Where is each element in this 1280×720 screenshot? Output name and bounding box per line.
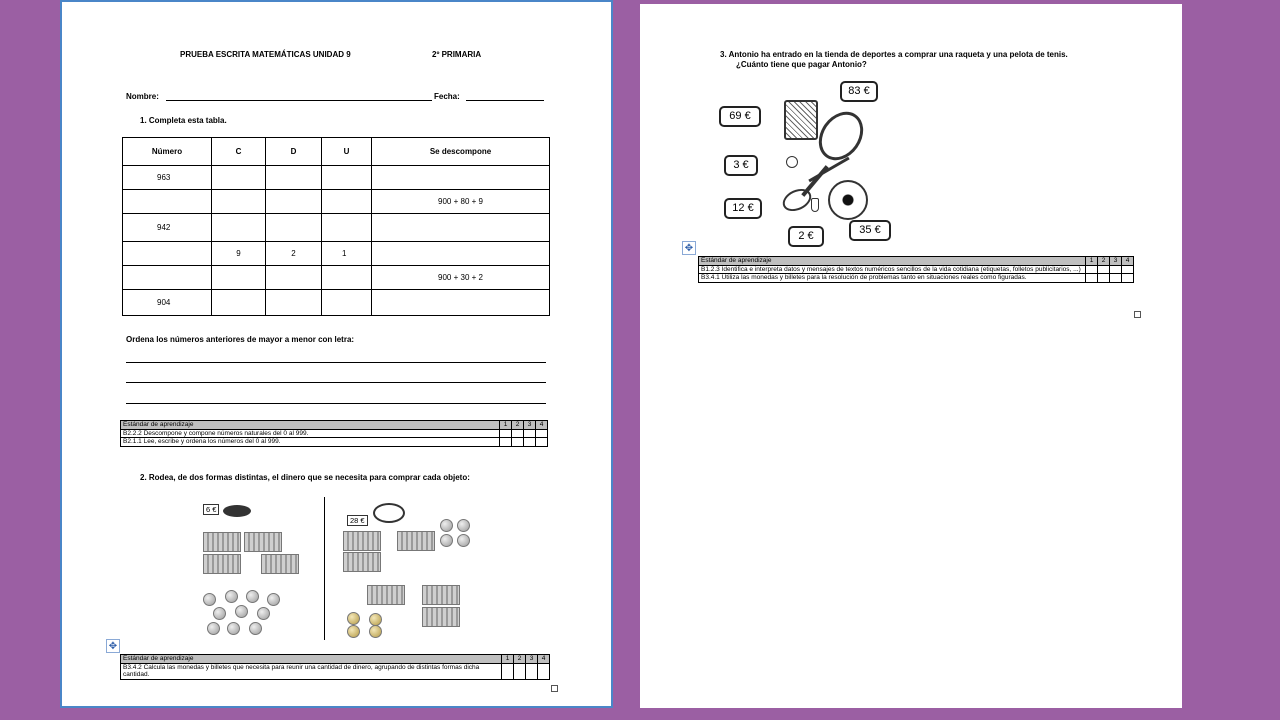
move-handle-icon[interactable]: ✥ <box>106 639 120 653</box>
coin-icon[interactable] <box>213 607 226 620</box>
coin-icon[interactable] <box>225 590 238 603</box>
question-1: 1. Completa esta tabla. <box>140 116 227 125</box>
table-header-row <box>123 138 550 166</box>
move-handle-icon[interactable]: ✥ <box>682 241 696 255</box>
rating-cell[interactable] <box>1110 265 1122 274</box>
standards-row <box>699 274 1134 283</box>
divider <box>324 497 325 640</box>
coin-icon[interactable] <box>246 590 259 603</box>
table-row <box>123 166 550 190</box>
racket-icon <box>373 503 405 523</box>
rating-cell[interactable] <box>1086 274 1098 283</box>
banknote-icon[interactable] <box>343 552 381 572</box>
standards-header: Estándar de aprendizaje <box>121 421 500 430</box>
standard-text: B3.4.1 Utiliza las monedas y billetes para la resolución de problemas tanto en situaciones reales como figuradas. <box>699 274 1086 283</box>
table-row <box>123 214 550 242</box>
banknote-icon[interactable] <box>422 607 460 627</box>
basket-icon <box>784 100 818 140</box>
coin-icon[interactable] <box>227 622 240 635</box>
standards-row <box>121 429 548 438</box>
table-cell[interactable]: 963 <box>123 166 212 190</box>
rating-cell[interactable] <box>1110 274 1122 283</box>
table-cell[interactable] <box>123 242 212 266</box>
grade-label: 2º PRIMARIA <box>432 50 482 59</box>
table-cell[interactable] <box>266 166 322 190</box>
standard-text: B3.4.2 Calcula las monedas y billetes que necesita para reunir una cantidad de dinero, agrupando de distintas formas dicha cantidad. <box>121 663 502 679</box>
table-cell[interactable] <box>123 190 212 214</box>
question-2: 2. Rodea, de dos formas distintas, el dinero que se necesita para comprar cada objeto: <box>140 473 470 482</box>
header-cell: D <box>266 138 322 166</box>
banknote-icon[interactable] <box>397 531 435 551</box>
rating-cell[interactable] <box>524 429 536 438</box>
name-label: Nombre: <box>126 92 159 101</box>
table-row <box>123 266 550 290</box>
rating-cell[interactable] <box>500 429 512 438</box>
table-cell[interactable] <box>266 266 322 290</box>
standards-header: Estándar de aprendizaje <box>121 655 502 664</box>
table-cell[interactable] <box>266 290 322 316</box>
standards-row <box>121 663 550 679</box>
tennis-ball-icon <box>786 156 798 168</box>
rating-cell[interactable] <box>512 429 524 438</box>
table-cell[interactable]: 942 <box>123 214 212 242</box>
stick-icon <box>808 157 849 183</box>
table-cell[interactable] <box>266 214 322 242</box>
rating-col: 1 <box>502 655 514 664</box>
standards-row <box>699 265 1134 274</box>
standards-row <box>121 438 548 447</box>
table-cell[interactable]: 1 <box>322 242 372 266</box>
table-cell[interactable] <box>212 266 266 290</box>
table-cell[interactable] <box>212 190 266 214</box>
coin-icon[interactable] <box>457 534 470 547</box>
table-cell[interactable]: 9 <box>212 242 266 266</box>
table-cell[interactable] <box>372 166 550 190</box>
coin-icon[interactable] <box>440 534 453 547</box>
price-tag: 12 € <box>724 198 762 219</box>
banknote-icon[interactable] <box>261 554 299 574</box>
standards-table-2 <box>120 654 550 680</box>
rating-cell[interactable] <box>524 438 536 447</box>
rating-col: 4 <box>536 421 548 430</box>
table-cell[interactable]: 904 <box>123 290 212 316</box>
table-cell[interactable] <box>322 266 372 290</box>
coin-icon[interactable] <box>207 622 220 635</box>
header-cell: Número <box>123 138 212 166</box>
rating-col: 3 <box>1110 257 1122 266</box>
rating-cell[interactable] <box>1086 265 1098 274</box>
rating-col: 2 <box>512 421 524 430</box>
table-cell[interactable] <box>212 214 266 242</box>
rating-col: 4 <box>1122 257 1134 266</box>
coin-icon[interactable] <box>457 519 470 532</box>
money-illustration <box>197 497 517 642</box>
answer-line[interactable] <box>126 403 546 404</box>
number-table <box>122 137 550 316</box>
rating-cell[interactable] <box>1098 265 1110 274</box>
standards-header: Estándar de aprendizaje <box>699 257 1086 266</box>
rating-col: 2 <box>1098 257 1110 266</box>
price-tag: 2 € <box>788 226 824 247</box>
coin-icon[interactable] <box>267 593 280 606</box>
rating-cell[interactable] <box>512 438 524 447</box>
price-tag-right: 28 € <box>347 515 368 526</box>
price-tag-left: 6 € <box>203 504 219 515</box>
standard-text: B2.2.2 Descompone y compone números naturales del 0 al 999. <box>121 429 500 438</box>
question-3-ask: ¿Cuánto tiene que pagar Antonio? <box>736 60 867 69</box>
rating-cell[interactable] <box>502 663 514 679</box>
banknote-icon[interactable] <box>422 585 460 605</box>
price-tag: 69 € <box>719 106 761 127</box>
exam-title: PRUEBA ESCRITA MATEMÁTICAS UNIDAD 9 <box>180 50 351 59</box>
table-cell[interactable] <box>266 190 322 214</box>
coin-icon[interactable] <box>203 593 216 606</box>
date-line[interactable] <box>466 100 544 101</box>
table-row <box>123 190 550 214</box>
banknote-icon[interactable] <box>203 554 241 574</box>
rating-cell[interactable] <box>1122 274 1134 283</box>
table-cell[interactable] <box>322 190 372 214</box>
price-tag: 3 € <box>724 155 758 176</box>
standards-table-1 <box>120 420 548 447</box>
table-cell[interactable]: 900 + 30 + 2 <box>372 266 550 290</box>
table-cell[interactable] <box>372 242 550 266</box>
order-instruction: Ordena los números anteriores de mayor a menor con letra: <box>126 335 355 344</box>
rating-col: 1 <box>1086 257 1098 266</box>
rating-cell[interactable] <box>538 663 550 679</box>
rating-cell[interactable] <box>536 438 548 447</box>
worksheet-page-2 <box>640 4 1182 708</box>
table-resize-handle[interactable] <box>1134 311 1141 318</box>
date-label: Fecha: <box>434 92 460 101</box>
table-cell[interactable] <box>322 290 372 316</box>
name-line[interactable] <box>166 100 432 101</box>
sports-shop-illustration <box>716 76 916 248</box>
answer-line[interactable] <box>126 362 546 363</box>
standards-header-row <box>121 655 550 664</box>
table-cell[interactable] <box>322 214 372 242</box>
rating-cell[interactable] <box>536 429 548 438</box>
standard-text: B1.2.3 Identifica e interpreta datos y mensajes de textos numéricos sencillos de la vida cotidiana (etiquetas, folletos publicitarios, ...) <box>699 265 1086 274</box>
answer-line[interactable] <box>126 382 546 383</box>
table-cell[interactable] <box>372 214 550 242</box>
coin-icon[interactable] <box>347 612 360 625</box>
worksheet-page-1 <box>60 0 613 708</box>
standards-table-3 <box>698 256 1134 283</box>
banknote-icon[interactable] <box>367 585 405 605</box>
shuttlecock-icon <box>811 198 819 212</box>
table-cell[interactable] <box>212 166 266 190</box>
coin-icon[interactable] <box>249 622 262 635</box>
table-cell[interactable] <box>123 266 212 290</box>
table-cell[interactable] <box>212 290 266 316</box>
header-cell: Se descompone <box>372 138 550 166</box>
standards-header-row <box>699 257 1134 266</box>
soccer-ball-icon <box>828 180 868 220</box>
table-row <box>123 242 550 266</box>
standards-header-row <box>121 421 548 430</box>
coin-icon[interactable] <box>235 605 248 618</box>
table-cell[interactable] <box>322 166 372 190</box>
standard-text: B2.1.1 Lee, escribe y ordena los números del 0 al 999. <box>121 438 500 447</box>
rating-cell[interactable] <box>500 438 512 447</box>
rating-cell[interactable] <box>526 663 538 679</box>
question-3: 3. Antonio ha entrado en la tienda de deportes a comprar una raqueta y una pelota de tenis. <box>720 50 1068 59</box>
tennis-racket-icon <box>810 103 873 169</box>
rating-col: 3 <box>526 655 538 664</box>
frying-pan-icon <box>223 505 251 517</box>
rating-cell[interactable] <box>1122 265 1134 274</box>
price-tag: 35 € <box>849 220 891 241</box>
table-cell[interactable]: 2 <box>266 242 322 266</box>
table-cell[interactable] <box>372 290 550 316</box>
rating-col: 4 <box>538 655 550 664</box>
coin-icon[interactable] <box>440 519 453 532</box>
header-cell: C <box>212 138 266 166</box>
rating-col: 1 <box>500 421 512 430</box>
table-resize-handle[interactable] <box>551 685 558 692</box>
banknote-icon[interactable] <box>203 532 241 552</box>
table-cell[interactable]: 900 + 80 + 9 <box>372 190 550 214</box>
rating-col: 3 <box>524 421 536 430</box>
coin-icon[interactable] <box>369 625 382 638</box>
rating-cell[interactable] <box>1098 274 1110 283</box>
banknote-icon[interactable] <box>244 532 282 552</box>
coin-icon[interactable] <box>347 625 360 638</box>
coin-icon[interactable] <box>257 607 270 620</box>
table-row <box>123 290 550 316</box>
price-tag: 83 € <box>840 81 878 102</box>
banknote-icon[interactable] <box>343 531 381 551</box>
rating-col: 2 <box>514 655 526 664</box>
header-cell: U <box>322 138 372 166</box>
rating-cell[interactable] <box>514 663 526 679</box>
